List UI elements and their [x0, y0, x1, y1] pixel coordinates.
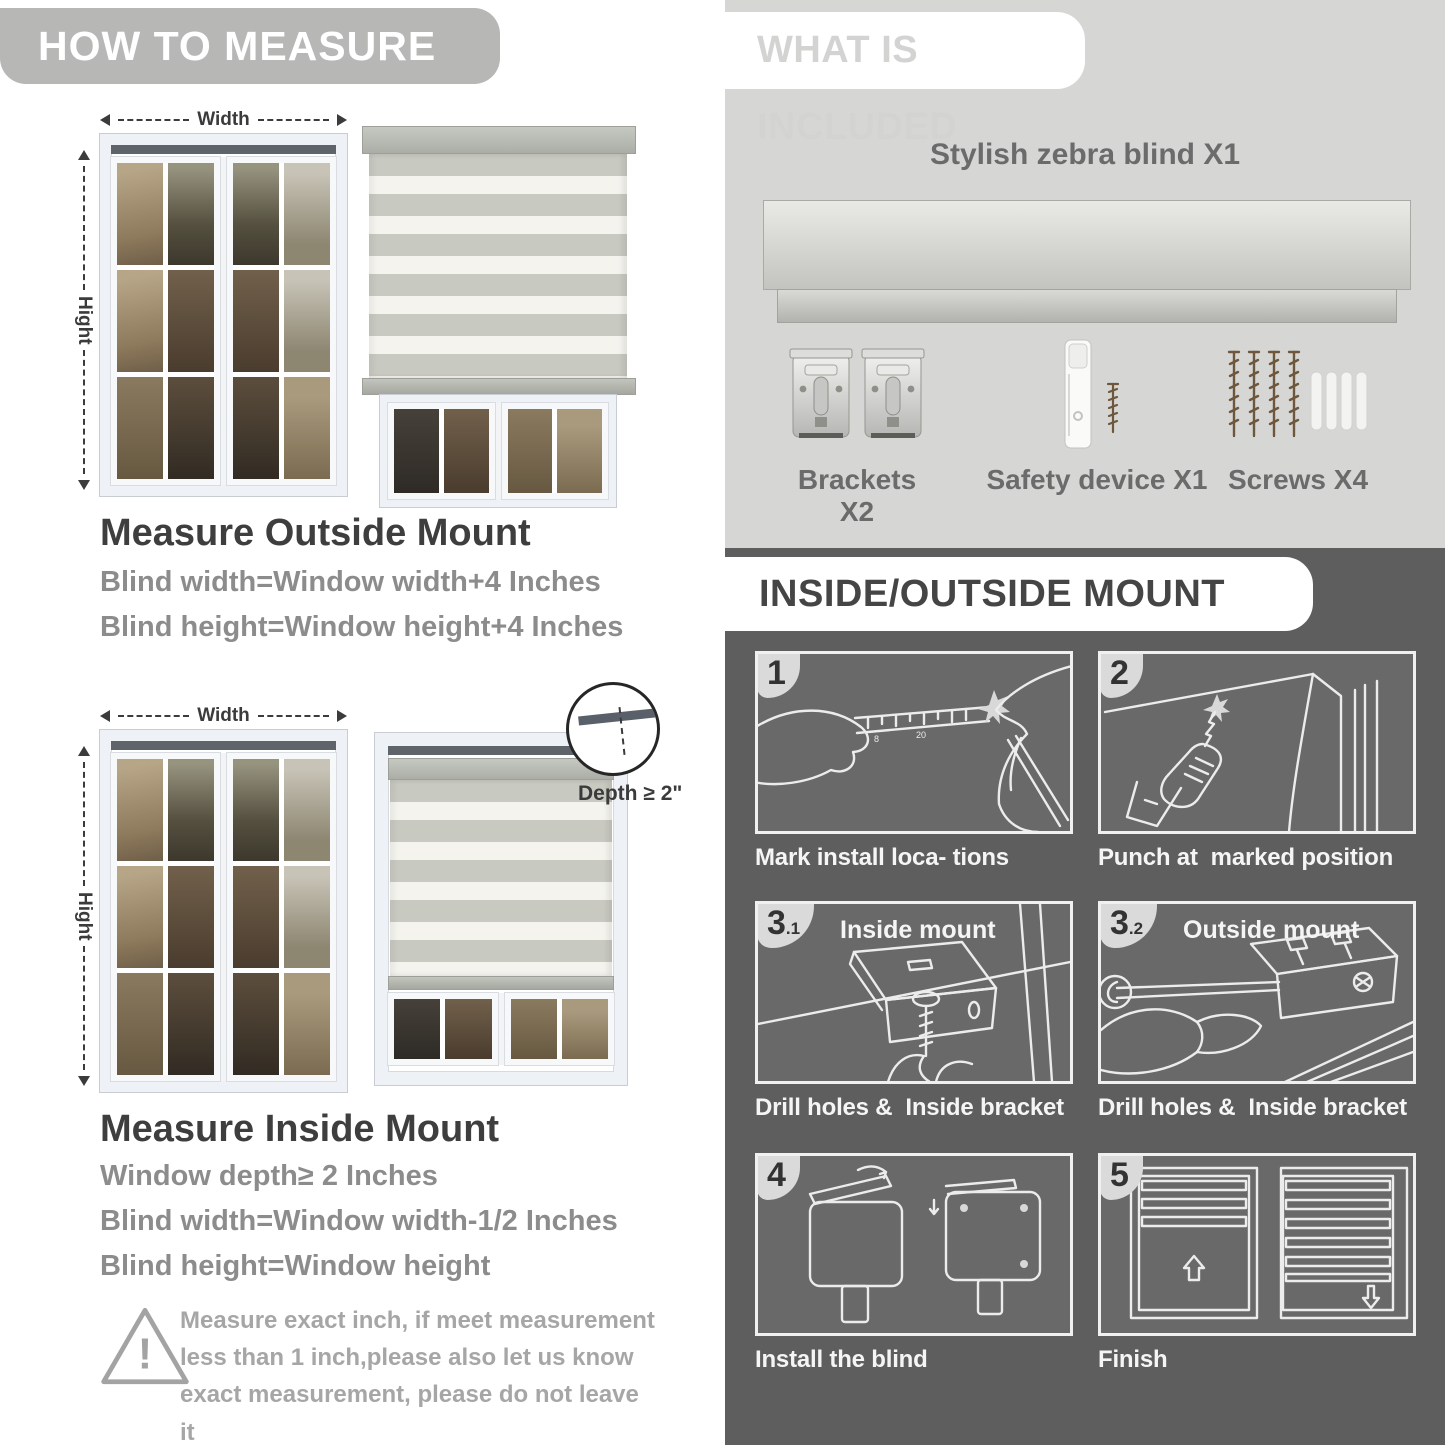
svg-text:20: 20 [916, 730, 927, 740]
step-caption: Drill holes & Inside bracket [755, 1094, 1064, 1121]
zebra-fabric [369, 154, 627, 378]
safety-device-icon [1055, 336, 1135, 454]
inside-outside-mount-banner: INSIDE/OUTSIDE MOUNT [725, 557, 1313, 631]
drill-drawing [1101, 654, 1413, 831]
height-dimension-arrow [74, 150, 94, 490]
width-dimension-arrow [100, 110, 347, 130]
svg-text:!: ! [137, 1330, 153, 1379]
step-panel-5 [1098, 1153, 1416, 1374]
window-photo [100, 134, 347, 496]
step-caption: Finish [1098, 1346, 1168, 1373]
step-caption: Drill holes & Inside bracket [1098, 1094, 1407, 1121]
exclamation-triangle-icon [98, 1302, 192, 1390]
what-is-included-banner: WHAT IS INCLUDED [725, 12, 1085, 89]
depth-magnifier [566, 682, 660, 776]
mark-location-drawing [758, 654, 1070, 831]
inside-mount-rule-height: Blind height=Window height [100, 1250, 491, 1282]
arrow-right-icon [337, 710, 347, 722]
step-panel-2 [1098, 651, 1416, 872]
step-caption: Punch at marked position [1098, 844, 1394, 871]
step-badge: 3 .1 [757, 903, 814, 948]
step-panel-3-1 [755, 901, 1073, 1122]
width-dimension-arrow [100, 706, 347, 726]
width-label: Width [197, 705, 250, 726]
safety-device-label: Safety device X1 [986, 464, 1208, 495]
screws-label: Screws X4 [1227, 464, 1369, 495]
arrow-down-icon [78, 1076, 90, 1086]
height-label: Hight [74, 891, 95, 941]
zebra-blind-rail-image [777, 289, 1397, 323]
inside-mount-label: Inside mount [840, 916, 996, 944]
step-badge: 1 [757, 653, 800, 698]
screws-icon [1223, 348, 1373, 448]
window-below-blind [380, 395, 616, 507]
blind-quantity-label: Stylish zebra blind X1 [929, 138, 1241, 171]
measure-warning-text: Measure exact inch, if meet measurement less than 1 inch,please also let us know exact measurement, please do not leave it [180, 1307, 655, 1445]
step-caption: Install the blind [755, 1346, 928, 1373]
arrow-up-icon [78, 150, 90, 160]
step-badge: 4 [757, 1155, 800, 1200]
inside-mount-title: Measure Inside Mount [100, 1108, 500, 1150]
what-is-included-section [725, 0, 1445, 548]
outside-mount-title: Measure Outside Mount [100, 512, 531, 554]
how-to-measure-banner: HOW TO MEASURE [0, 8, 500, 84]
step-badge: 5 [1100, 1155, 1143, 1200]
step-badge: 3 .2 [1100, 903, 1157, 948]
install-blind-drawing [758, 1156, 1070, 1333]
outside-mount-rule-height: Blind height=Window height+4 Inches [100, 611, 624, 643]
arrow-up-icon [78, 746, 90, 756]
outside-mount-blind-figure [362, 126, 634, 507]
zebra-blind-cassette-image [763, 200, 1411, 290]
arrow-left-icon [100, 710, 110, 722]
arrow-down-icon [78, 480, 90, 490]
step-panel-1 [755, 651, 1073, 872]
blind-bottom-rail [388, 976, 614, 990]
svg-text:8: 8 [874, 734, 880, 744]
blind-bottom-rail [362, 378, 636, 395]
arrow-right-icon [337, 114, 347, 126]
step-panel-4 [755, 1153, 1073, 1374]
inside-mount-window-figure [74, 705, 347, 1092]
window-photo [100, 730, 347, 1092]
step-panel-3-2 [1098, 901, 1416, 1122]
zebra-fabric [390, 780, 612, 976]
blind-cassette [362, 126, 636, 154]
inside-mount-rule-width: Blind width=Window width-1/2 Inches [100, 1205, 618, 1237]
outside-mount-rule-width: Blind width=Window width+4 Inches [100, 566, 601, 598]
bracket-icon [787, 345, 927, 453]
mount-steps-section [725, 548, 1445, 1445]
inside-mount-rule-depth: Window depth≥ 2 Inches [100, 1160, 438, 1192]
arrow-left-icon [100, 114, 110, 126]
step-badge: 2 [1100, 653, 1143, 698]
height-dimension-arrow [74, 746, 94, 1086]
brackets-label: Brackets X2 [797, 464, 917, 527]
step-caption: Mark install loca- tions [755, 844, 1009, 871]
finish-drawing [1101, 1156, 1413, 1333]
outside-mount-window-figure [74, 109, 347, 496]
height-label: Hight [74, 295, 95, 345]
outside-mount-label: Outside mount [1183, 916, 1360, 944]
width-label: Width [197, 109, 250, 130]
depth-label: Depth ≥ 2" [578, 782, 683, 805]
